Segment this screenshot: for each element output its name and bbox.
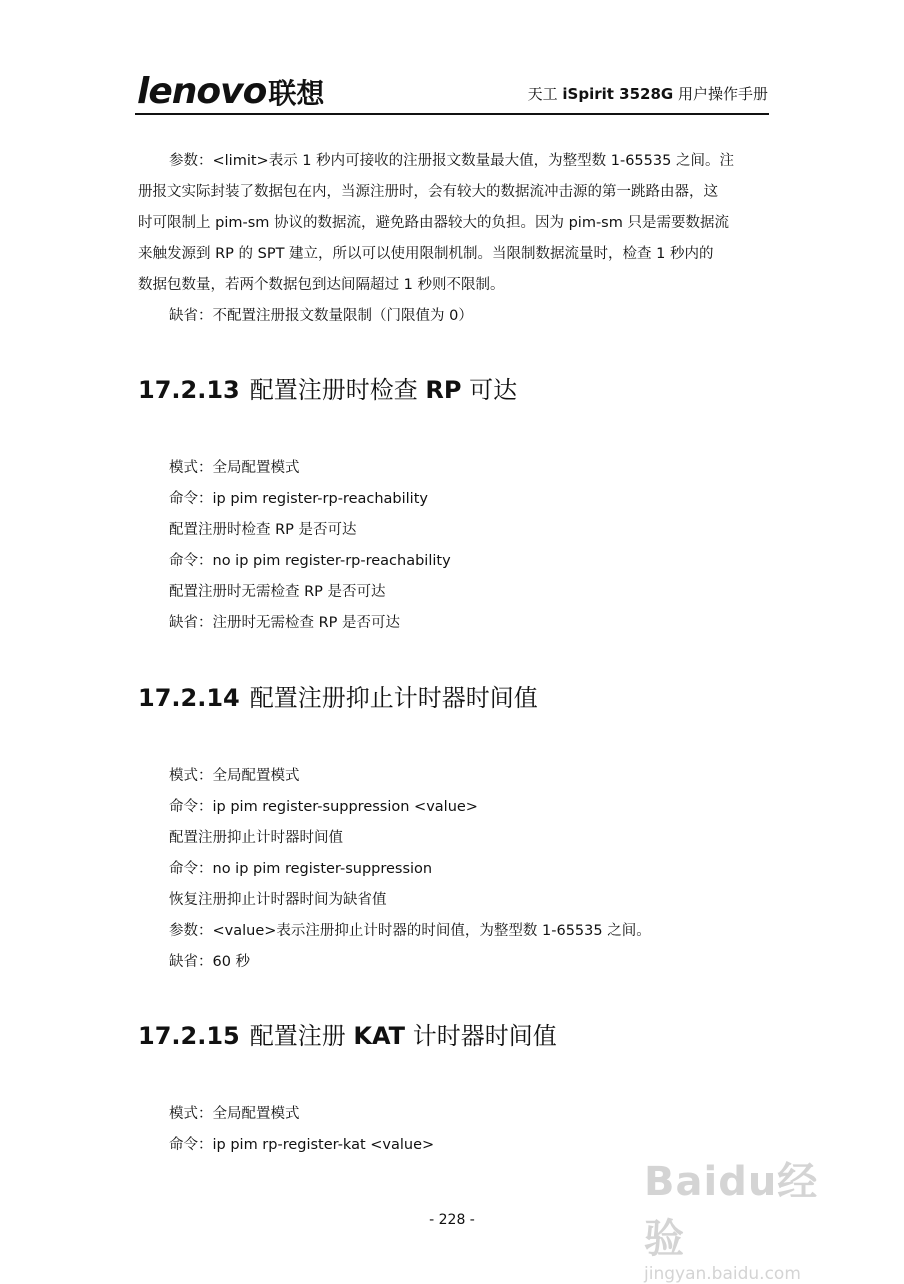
logo-latin: lenovo — [137, 71, 267, 112]
section-title: 配置注册时检查 RP 可达 — [249, 376, 518, 404]
section-heading-17-2-14 — [138, 682, 538, 714]
section-line: 配置注册抑止计时器时间值 — [169, 830, 343, 846]
section-line: 模式：全局配置模式 — [169, 1106, 300, 1122]
section-line: 缺省：60 秒 — [169, 954, 251, 970]
logo-cn: 联想 — [268, 77, 325, 110]
section-line: 命令：no ip pim register-rp-reachability — [169, 553, 451, 569]
watermark-url: jingyan.baidu.com — [644, 1264, 801, 1284]
param-line-2: 册报文实际封装了数据包在内，当源注册时，会有较大的数据流冲击源的第一跳路由器，这 — [138, 184, 718, 200]
manual-title — [528, 84, 768, 104]
section-title: 配置注册抑止计时器时间值 — [249, 684, 538, 712]
section-title: 配置注册 KAT 计时器时间值 — [249, 1022, 557, 1050]
section-number: 17.2.13 — [138, 376, 240, 404]
section-number: 17.2.14 — [138, 684, 240, 712]
baidu-watermark — [644, 1150, 854, 1284]
section-line: 缺省：注册时无需检查 RP 是否可达 — [169, 615, 401, 631]
section-line: 模式：全局配置模式 — [169, 460, 300, 476]
page-number: - 228 - — [429, 1212, 475, 1228]
section-line: 命令：ip pim register-suppression <value> — [169, 799, 478, 815]
watermark-logo: Baidu经验 — [644, 1159, 819, 1262]
title-suffix: 用户操作手册 — [673, 85, 768, 103]
section-line: 命令：no ip pim register-suppression — [169, 861, 433, 877]
section-heading-17-2-13 — [138, 374, 517, 406]
section-line: 参数：<value>表示注册抑止计时器的时间值，为整型数 1-65535 之间。 — [169, 923, 651, 939]
title-product: iSpirit 3528G — [562, 85, 674, 103]
section-heading-17-2-15 — [138, 1020, 557, 1052]
param-line-3: 时可限制上 pim-sm 协议的数据流，避免路由器较大的负担。因为 pim-sm 只是需要数据流 — [138, 215, 729, 231]
title-prefix: 天工 — [527, 85, 563, 103]
param-line-1: 参数：<limit>表示 1 秒内可接收的注册报文数量最大值，为整型数 1-65535 之间。注 — [169, 153, 734, 169]
section-line: 命令：ip pim register-rp-reachability — [169, 491, 428, 507]
intro-default: 缺省：不配置注册报文数量限制（门限值为 0） — [169, 308, 473, 324]
param-line-5: 数据包数量，若两个数据包到达间隔超过 1 秒则不限制。 — [138, 277, 505, 293]
section-line: 恢复注册抑止计时器时间为缺省值 — [169, 892, 387, 908]
lenovo-logo — [137, 70, 324, 116]
section-line: 配置注册时无需检查 RP 是否可达 — [169, 584, 386, 600]
section-number: 17.2.15 — [138, 1022, 240, 1050]
section-line: 命令：ip pim rp-register-kat <value> — [169, 1137, 435, 1153]
page-header — [0, 0, 904, 120]
header-divider — [135, 113, 769, 115]
param-line-4: 来触发源到 RP 的 SPT 建立，所以可以使用限制机制。当限制数据流量时，检查 1 秒内的 — [138, 246, 714, 262]
section-line: 配置注册时检查 RP 是否可达 — [169, 522, 357, 538]
section-line: 模式：全局配置模式 — [169, 768, 300, 784]
